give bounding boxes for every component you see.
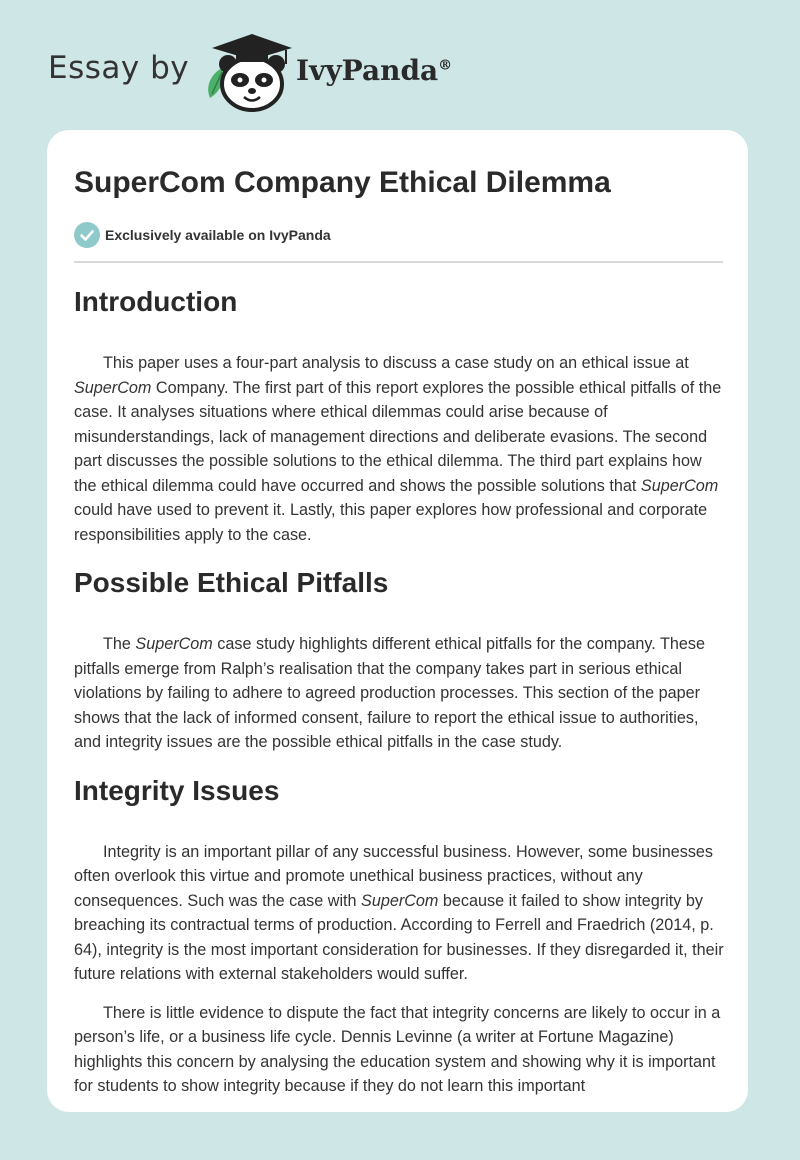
text-run: The bbox=[103, 635, 136, 653]
brand-header bbox=[48, 28, 548, 112]
brand-prefix: Essay by bbox=[48, 50, 190, 86]
italic-text: SuperCom bbox=[74, 378, 152, 397]
panda-graduate-logo-icon bbox=[200, 28, 300, 112]
brand-name: IvyPanda® bbox=[296, 54, 453, 87]
text-run: could have used to prevent it. Lastly, this paper explores how professional and corporate responsibilities apply to the case. bbox=[74, 501, 708, 544]
text-run: case study highlights different ethical pitfalls for the company. These pitfalls emerge from Ralph’s realisation that the company takes part in serious ethical violations by failing to adhere to agreed production processes. This section of the paper shows that the lack of informed consent, failure to report the ethical issue to authorities, and integrity issues are the possible ethical pitfalls in the case study. bbox=[74, 635, 705, 751]
italic-text: SuperCom bbox=[361, 891, 439, 910]
divider bbox=[74, 261, 723, 263]
text-run: because it failed to show integrity by breaching its contractual terms of production. According to Ferrell and Fraedrich (2014, p. 64), integrity is the most important consideration for businesses. If they disregarded it, their future relations with external stakeholders would suffer. bbox=[74, 891, 724, 983]
text-run: There is little evidence to dispute the fact that integrity concerns are likely to occur in a person’s life, or a business life cycle. Dennis Levinne (a writer at Fortune Magazine) highlights this concern by analysing the education system and showing why it is important for students to show integrity because if they do not learn this important bbox=[74, 1003, 721, 1095]
paragraph bbox=[74, 632, 725, 755]
text-run: Integrity is an important pillar of any successful business. However, some businesses often overlook this virtue and promote unethical business practices, without any consequences. Such was the case with bbox=[74, 842, 714, 910]
section-heading: Integrity Issues bbox=[74, 774, 280, 806]
italic-text: SuperCom bbox=[640, 476, 719, 495]
article-body bbox=[74, 280, 725, 1112]
italic-text: SuperCom bbox=[135, 635, 213, 653]
section-heading: Possible Ethical Pitfalls bbox=[74, 567, 389, 598]
section-heading: Introduction bbox=[74, 286, 238, 317]
article-card bbox=[47, 130, 748, 1112]
paragraph bbox=[74, 351, 725, 547]
paragraph bbox=[74, 840, 725, 987]
paragraph bbox=[74, 1001, 725, 1099]
check-circle-icon bbox=[74, 222, 100, 248]
text-run: Company. The first part of this report explores the possible ethical pitfalls of the case. It analyses situations where ethical dilemmas could arise because of misunderstandings, lack of management directions and deliberate evasions. The second part discusses the possible solutions to the ethical dilemma. The third part explains how the ethical dilemma could have occurred and shows the possible solutions that bbox=[74, 378, 722, 495]
text-run: This paper uses a four-part analysis to discuss a case study on an ethical issue at bbox=[103, 354, 689, 372]
page-title: SuperCom Company Ethical Dilemma bbox=[74, 166, 611, 199]
exclusive-badge-text: Exclusively available on IvyPanda bbox=[105, 227, 331, 243]
